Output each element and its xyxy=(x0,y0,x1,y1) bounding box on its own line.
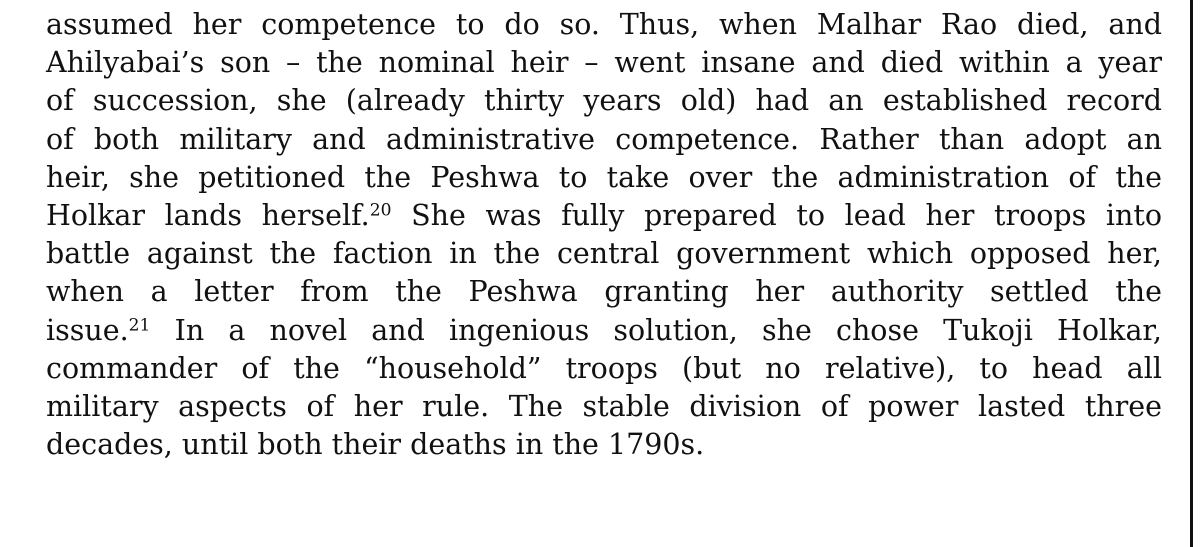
footnote-ref-21: 21 xyxy=(128,315,151,336)
text-line-1: assumed her competence to do so. Thus, when Malhar Rao died, and xyxy=(46,8,1162,41)
text-line-7: battle against the faction in the central government which opposed her, xyxy=(46,237,1162,271)
body-paragraph xyxy=(46,6,1162,464)
text-line-6-end: She was fully prepared to lead her troops into xyxy=(391,198,1162,232)
text-line-5: heir, she petitioned the Peshwa to take over the administration of the xyxy=(46,160,1162,194)
text-line-2: Ahilyabai’s son – the nominal heir – went insane and died within a year xyxy=(46,46,1162,80)
text-line-11: military aspects of her rule. The stable division of power lasted three xyxy=(46,389,1162,423)
text-line-4: of both military and administrative competence. Rather than adopt an xyxy=(46,122,1162,156)
footnote-ref-20: 20 xyxy=(369,200,392,221)
text-line-10: commander of the “household” troops (but no relative), to head all xyxy=(46,351,1162,385)
text-line-3: of succession, she (already thirty years old) had an established record xyxy=(46,84,1162,118)
text-line-9-end: In a novel and ingenious solution, she chose Tukoji Holkar, xyxy=(150,313,1162,347)
page-edge-rule xyxy=(1190,0,1193,547)
text-line-8: when a letter from the Peshwa granting her authority settled the xyxy=(46,275,1162,309)
text-line-6 xyxy=(46,197,1162,235)
text-line-9-start: issue. xyxy=(46,313,129,347)
text-line-6-start: Holkar lands herself. xyxy=(46,198,370,232)
text-line-9 xyxy=(46,312,1162,350)
text-line-12: decades, until both their deaths in the 1790s. xyxy=(46,428,705,462)
